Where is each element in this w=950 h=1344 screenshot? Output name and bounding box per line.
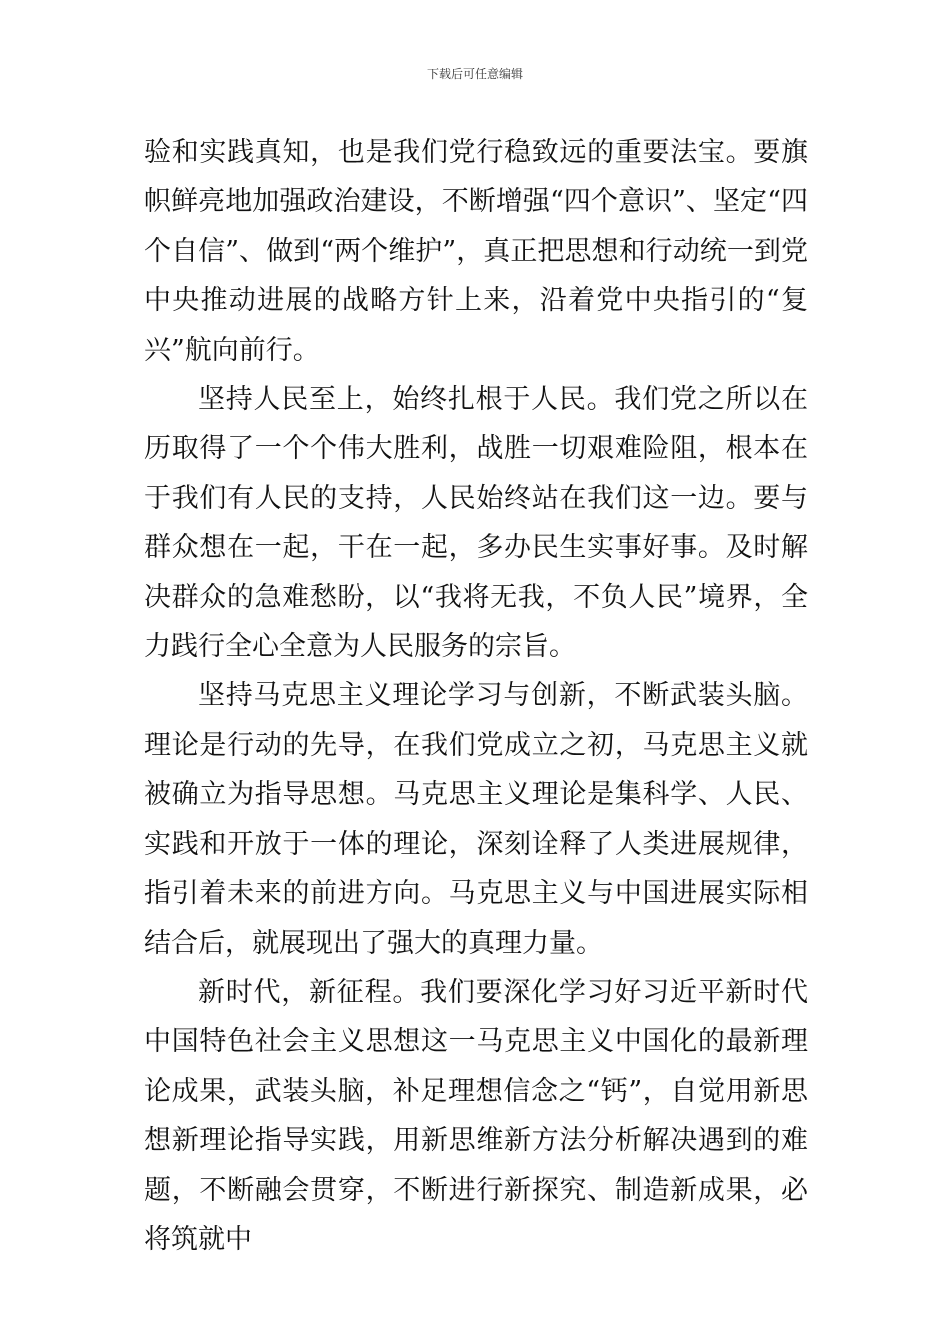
paragraph-3: 坚持马克思主义理论学习与创新，不断武装头脑。理论是行动的先导，在我们党成立之初，马克思主义就被确立为指导思想。马克思主义理论是集科学、人民、实践和开放于一体的理论，深刻诠释了人类进展规律，指引着未来的前进方向。马克思主义与中国进展实际相结合后，就展现出了强大的真理力量。 [144,680,808,959]
document-body [144,128,808,1264]
paragraph-1: 验和实践真知，也是我们党行稳致远的重要法宝。要旗帜鲜亮地加强政治建设，不断增强“四个意识”、坚定“四个自信”、做到“两个维护”，真正把思想和行动统一到党中央推动进展的战略方针上来，沿着党中央指引的“复兴”航向前行。 [144,137,808,366]
page-header: 下载后可任意编辑 [426,67,523,81]
paragraph-2: 坚持人民至上，始终扎根于人民。我们党之所以在历取得了一个个伟大胜利，战胜一切艰难险阻，根本在于我们有人民的支持，人民始终站在我们这一边。要与群众想在一起，干在一起，多办民生实事好事。及时解决群众的急难愁盼，以“我将无我，不负人民”境界，全力践行全心全意为人民服务的宗旨。 [144,384,808,663]
paragraph-4: 新时代，新征程。我们要深化学习好习近平新时代中国特色社会主义思想这一马克思主义中国化的最新理论成果，武装头脑，补足理想信念之“钙”，自觉用新思想新理论指导实践，用新思维新方法分析解决遇到的难题，不断融会贯穿，不断进行新探究、制造新成果，必将筑就中 [144,976,808,1255]
